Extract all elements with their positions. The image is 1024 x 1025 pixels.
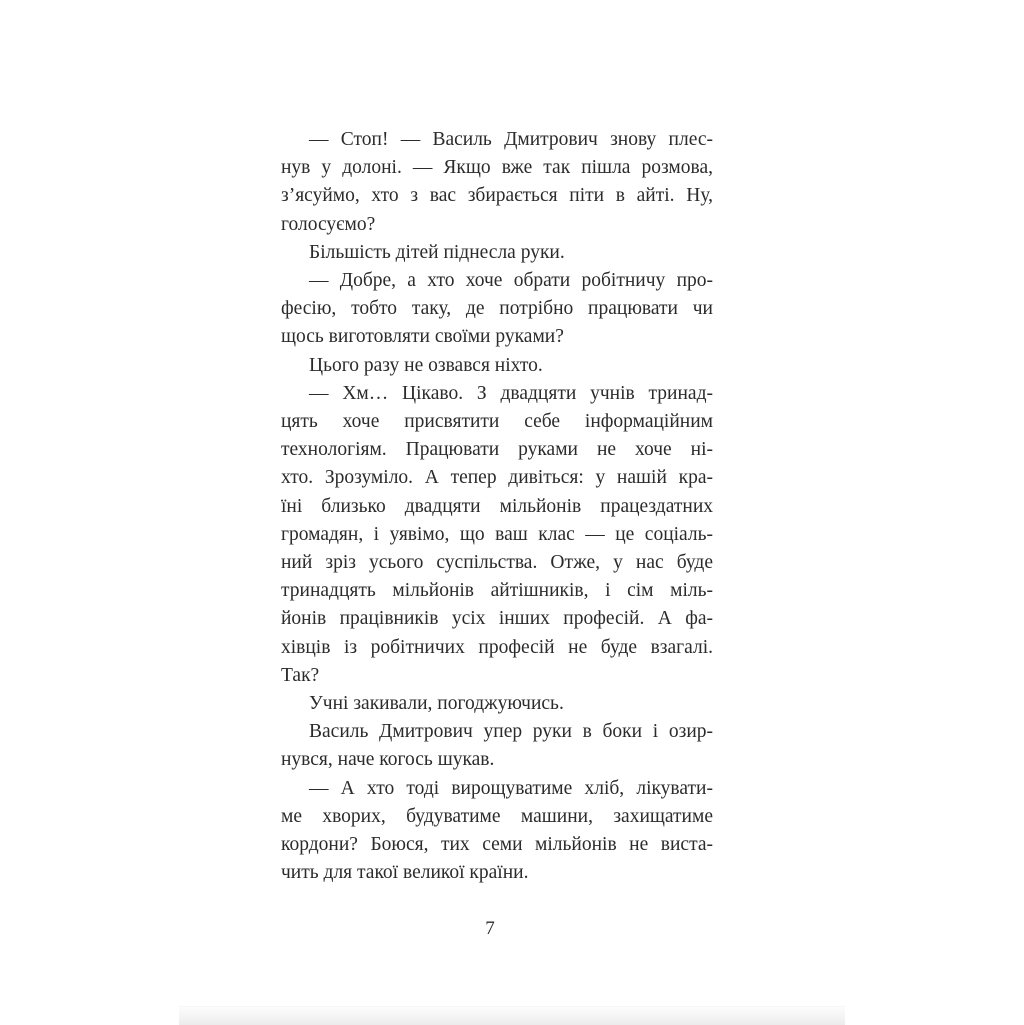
- text-line: — Добре, а хто хоче обрати робітничу про-: [309, 270, 713, 292]
- text-line: кордони? Боюся, тих семи мільйонів не виста-: [281, 834, 713, 856]
- text-line: хто. Зрозуміло. А тепер дивіться: у нашій кра-: [281, 467, 713, 489]
- text-line: — А хто тоді вирощуватиме хліб, лікувати-: [309, 777, 713, 799]
- text-line: Цього разу не озвався ніхто.: [309, 354, 543, 376]
- paragraph: [281, 690, 713, 718]
- page-number: 7: [485, 918, 495, 939]
- text-line: цять хоче присвятити себе інформаційним: [281, 411, 713, 433]
- text-line: Учні закивали, погоджуючись.: [309, 693, 564, 715]
- text-line: — Хм… Цікаво. З двадцяти учнів тринад-: [309, 382, 713, 404]
- page-bottom-edge-shadow: [179, 1006, 845, 1025]
- paragraph: [281, 267, 713, 352]
- paragraph: [281, 239, 713, 267]
- text-line: технологіям. Працювати руками не хоче ні-: [281, 439, 713, 461]
- text-line: Так?: [281, 664, 320, 686]
- text-line: ме хворих, будуватиме машини, захищатиме: [281, 805, 713, 827]
- text-line: їні близько двадцяти мільйонів працездатних: [281, 495, 713, 517]
- text-block: [281, 126, 713, 887]
- paragraph: [281, 775, 713, 888]
- text-line: голосуємо?: [281, 213, 376, 235]
- text-line: нувся, наче когось шукав.: [281, 749, 495, 771]
- paragraph: [281, 380, 713, 690]
- text-line: тринадцять мільйонів айтішників, і сім міль-: [281, 580, 713, 602]
- text-line: з’ясуймо, хто з вас збирається піти в айті. Ну,: [281, 185, 713, 207]
- text-line: Більшість дітей піднесла руки.: [309, 241, 565, 263]
- text-line: ний зріз усього суспільства. Отже, у нас буде: [281, 552, 713, 574]
- text-line: фесію, тобто таку, де потрібно працювати чи: [281, 298, 713, 320]
- text-line: йонів працівників усіх інших професій. А фа-: [281, 608, 713, 630]
- paragraph: [281, 352, 713, 380]
- text-line: громадян, і уявімо, що ваш клас — це соціаль-: [281, 523, 713, 545]
- text-line: чить для такої великої країни.: [281, 862, 529, 884]
- text-line: хівців із робітничих професій не буде взагалі.: [281, 636, 713, 658]
- text-line: нув у долоні. — Якщо вже так пішла розмова,: [281, 157, 713, 179]
- text-line: щось виготовляти своїми руками?: [281, 326, 564, 348]
- text-line: Василь Дмитрович упер руки в боки і озир-: [309, 721, 713, 743]
- paragraph: [281, 718, 713, 774]
- text-line: — Стоп! — Василь Дмитрович знову плес-: [309, 129, 713, 150]
- paragraph: [281, 126, 713, 239]
